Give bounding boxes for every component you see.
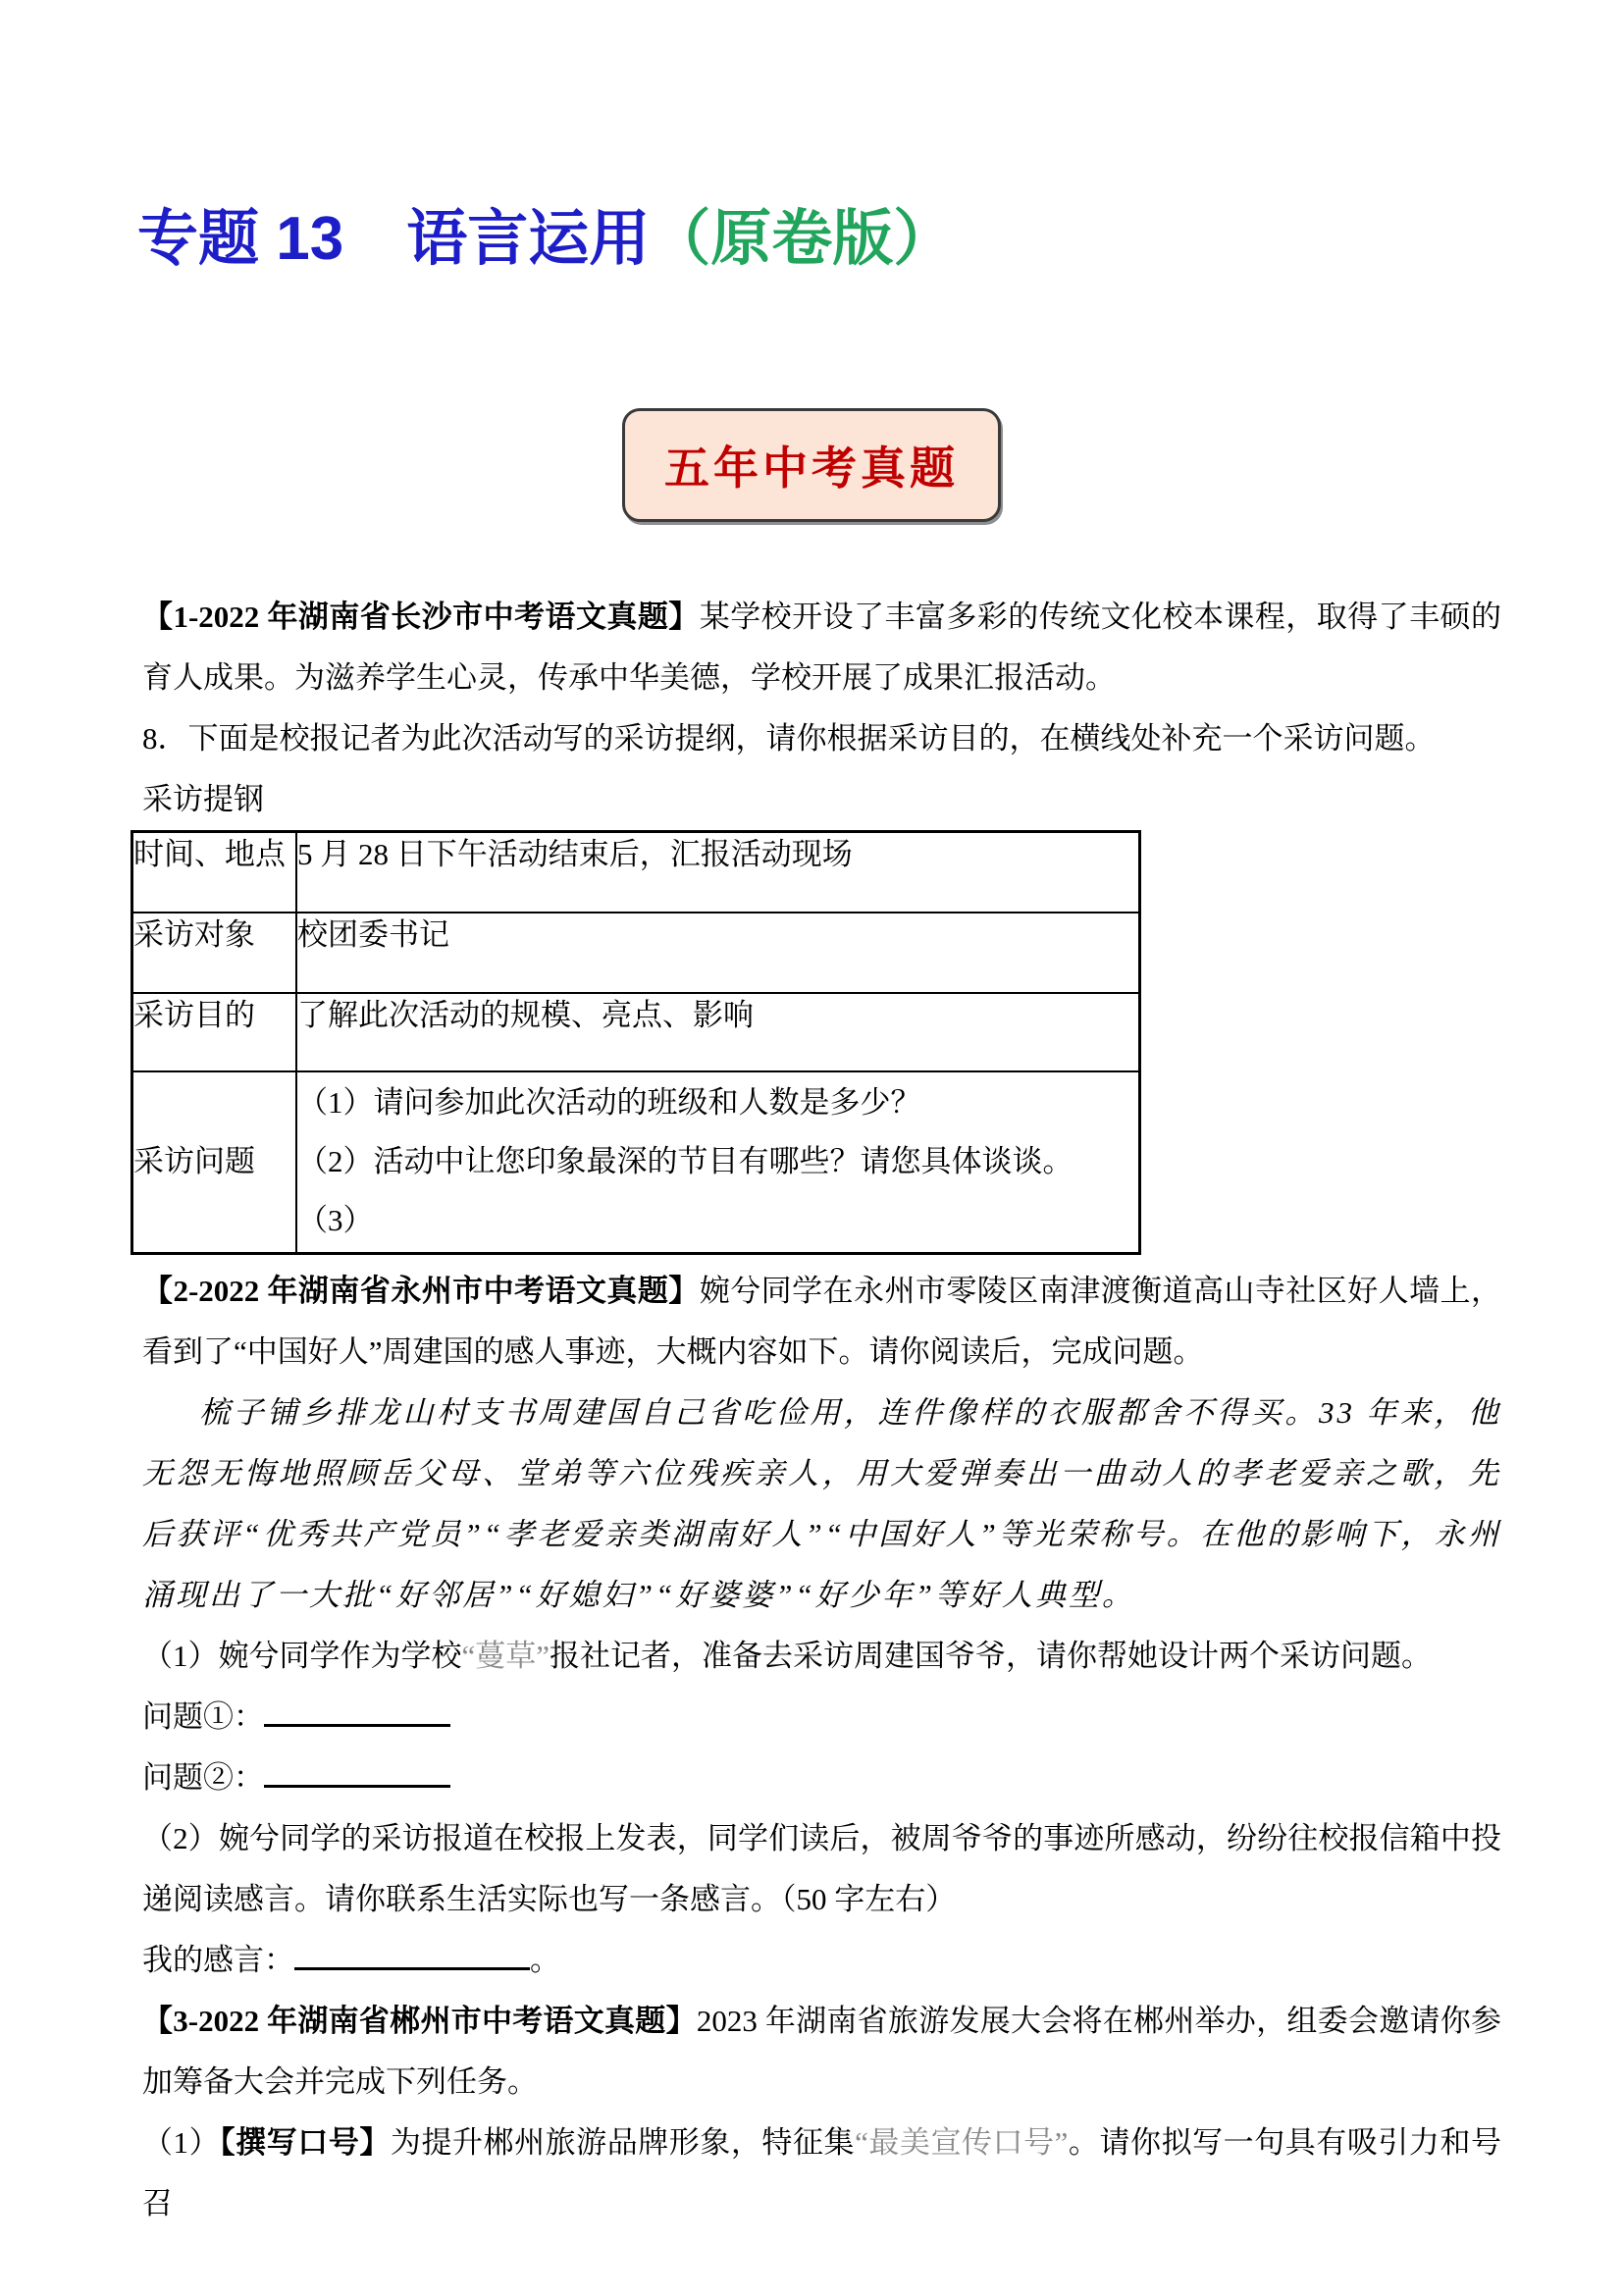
q2-sub1-quoted: “蔓草” [461, 1639, 550, 1673]
my-comment-label: 我的感言： [142, 1943, 294, 1977]
table-row [132, 993, 1140, 1071]
q1-tag: 【1-2022 年湖南省长沙市中考语文真题】 [142, 600, 700, 634]
q2-intro: 婉兮同学在永州市零陵区南津渡衡道高山寺社区好人墙上，看到了“中国好人”周建国的感人事迹，大概内容如下。请你阅读后，完成问题。 [142, 1274, 1501, 1369]
q3-sub1-num: （1） [142, 2125, 221, 2160]
row-content [296, 993, 1140, 1071]
q2-intro-paragraph [142, 1261, 1501, 1383]
q2-comment-line [142, 1930, 1501, 1991]
q2-sub1-post: 报社记者，准备去采访周建国爷爷，请你帮她设计两个采访问题。 [550, 1639, 1433, 1673]
content-line: （3） [297, 1203, 374, 1238]
row-label: 采访对象 [132, 913, 297, 993]
content-line: 5 月 28 日下午活动结束后，汇报活动现场 [297, 837, 853, 871]
title-edition: （原卷版） [650, 205, 955, 273]
q1-intro-paragraph [142, 587, 1501, 708]
q2-sub1-pre: （1）婉兮同学作为学校 [142, 1639, 462, 1673]
blank1-label: 问题①： [142, 1699, 264, 1734]
q2-blank2-line [142, 1748, 1501, 1808]
script-passage: 梳子铺乡排龙山村支书周建国自己省吃俭用，连件像样的衣服都舍不得买。33 年来，他无怨无悔地照顾岳父母、堂弟等六位残疾亲人，用大爱弹奏出一曲动人的孝老爱亲之歌，先后获评“优秀共产党员”“孝老爱亲类湖南好人”“中国好人”等光荣称号。在他的影响下，永州涌现出了一大批“好邻居”“好媳妇”“好婆婆”“好少年”等好人典型。 [142, 1395, 1501, 1612]
row-content [296, 913, 1140, 993]
q2-sub2-line: （2）婉兮同学的采访报道在校报上发表，同学们读后，被周爷爷的事迹所感动，纷纷往校报信箱中投递阅读感言。请你联系生活实际也写一条感言。（50 字左右） [142, 1821, 1501, 1916]
table-row [132, 1071, 1140, 1254]
row-label: 采访问题 [132, 1071, 297, 1254]
answer-blank [264, 1755, 450, 1788]
row-label: 采访目的 [132, 993, 297, 1071]
row-label: 时间、地点 [132, 832, 297, 913]
q3-sub1-label: 【撰写口号】 [220, 2125, 391, 2160]
q3-sub1-post: 。请你拟写一句具有吸引力和号召 [142, 2125, 1502, 2220]
content-line: 校团委书记 [297, 916, 449, 952]
content-line: （2）活动中让您印象最深的节目有哪些？请您具体谈谈。 [297, 1144, 1073, 1179]
banner-label: 五年中考真题 [664, 444, 959, 494]
row-content [296, 832, 1140, 913]
outline-label: 采访提钢 [142, 782, 264, 816]
row-content [296, 1071, 1140, 1254]
table-row [132, 832, 1140, 913]
table-row [132, 913, 1140, 993]
q2-tag: 【2-2022 年湖南省永州市中考语文真题】 [142, 1274, 700, 1308]
blank2-label: 问题②： [142, 1760, 264, 1795]
q3-sub1-line [142, 2113, 1501, 2234]
q1-intro: 某学校开设了丰富多彩的传统文化校本课程，取得了丰硕的育人成果。为滋养学生心灵，传承中华美德，学校开展了成果汇报活动。 [142, 600, 1501, 695]
answer-blank [294, 1938, 530, 1970]
q3-sub1-pre: 为提升郴州旅游品牌形象，特征集 [390, 2125, 856, 2160]
q1-question8-line: 8．下面是校报记者为此次活动写的采访提纲，请你根据采访目的，在横线处补充一个采访问题。 [142, 721, 1436, 756]
title-subject: 语言运用 [406, 205, 651, 273]
q3-sub1-quoted: “最美宣传口号” [855, 2125, 1069, 2160]
title-topic: 专题 13 [137, 205, 344, 273]
q2-sub1-line [142, 1626, 1501, 1687]
q3-intro: 2023 年湖南省旅游发展大会将在郴州举办，组委会邀请你参加筹备大会并完成下列任务。 [142, 2004, 1501, 2099]
comment-period: 。 [530, 1943, 560, 1977]
q3-intro-paragraph [142, 1991, 1501, 2113]
exam-banner [622, 408, 1001, 522]
q2-blank1-line [142, 1687, 1501, 1748]
q3-tag: 【3-2022 年湖南省郴州市中考语文真题】 [142, 2004, 697, 2038]
content-line: （1）请问参加此次活动的班级和人数是多少？ [297, 1085, 921, 1121]
interview-table [131, 830, 1141, 1255]
page-title [137, 198, 1623, 281]
answer-blank [264, 1695, 450, 1727]
content-line: 了解此次活动的规模、亮点、影响 [297, 997, 754, 1032]
